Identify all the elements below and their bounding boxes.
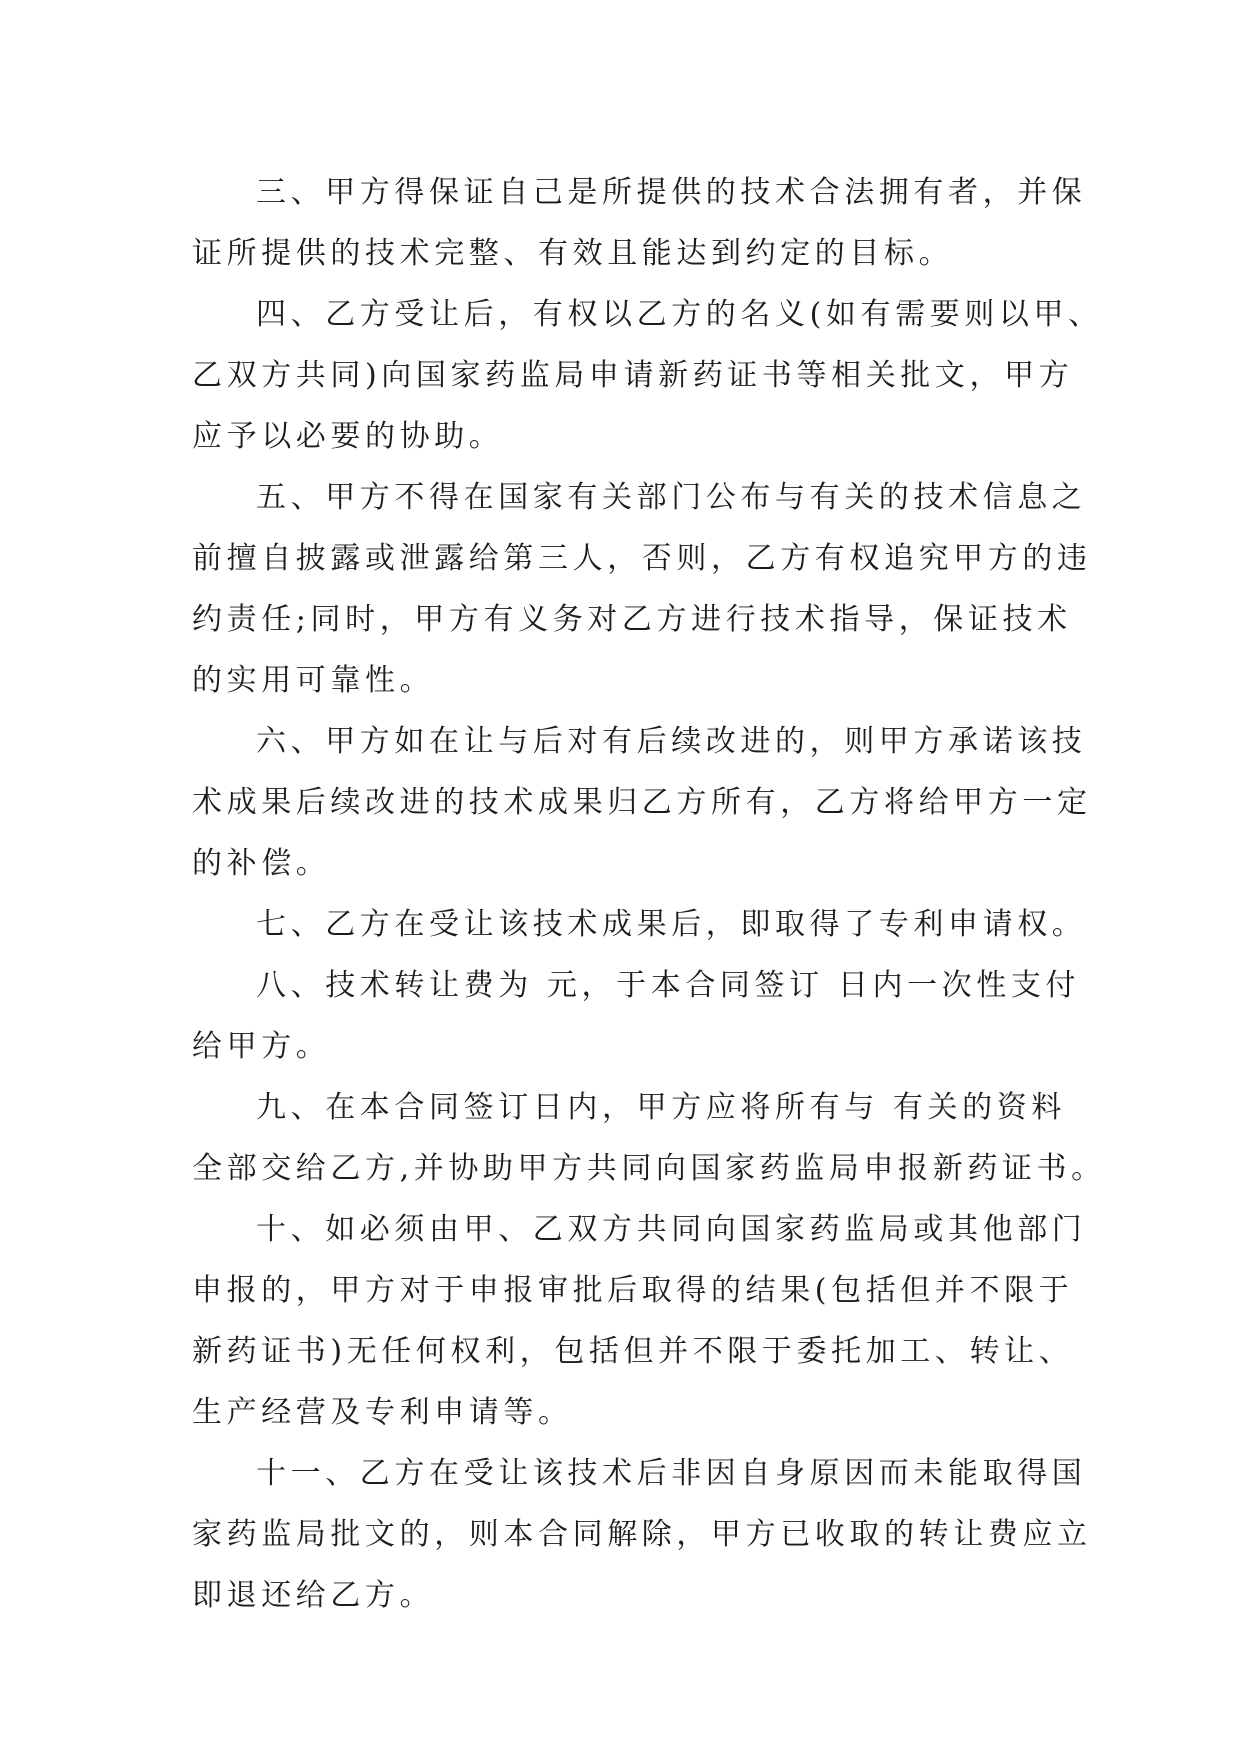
clause-3-paragraph <box>192 162 1092 284</box>
clause-10-paragraph <box>192 1199 1092 1443</box>
clause-9-paragraph <box>192 1077 1106 1199</box>
clause-10-line-4: 生产经营及专利申请等。 <box>192 1395 573 1430</box>
clause-3-line-2: 证所提供的技术完整、有效且能达到约定的目标。 <box>192 236 954 271</box>
document-body <box>192 162 1106 1626</box>
clause-5-line-2: 前擅自披露或泄露给第三人，否则，乙方有权追究甲方的违 <box>192 541 1092 576</box>
clause-11-line-1: 十一、乙方在受让该技术后非因自身原因而未能取得国 <box>256 1456 1087 1491</box>
clause-7-paragraph <box>192 894 1092 955</box>
clause-6-line-2: 术成果后续改进的技术成果归乙方所有，乙方将给甲方一定 <box>192 785 1092 820</box>
clause-9-line-1: 九、在本合同签订日内，甲方应将所有与 有关的资料 <box>256 1090 1066 1125</box>
clause-11-paragraph <box>192 1443 1092 1626</box>
clause-4-line-2: 乙双方共同)向国家药监局申请新药证书等相关批文，甲方 <box>192 358 1074 393</box>
clause-4-line-3: 应予以必要的协助。 <box>192 419 504 454</box>
clause-6-paragraph <box>192 711 1092 894</box>
clause-5-paragraph <box>192 467 1092 711</box>
clause-10-line-3: 新药证书)无任何权利，包括但并不限于委托加工、转让、 <box>192 1334 1074 1369</box>
clause-5-line-3: 约责任;同时，甲方有义务对乙方进行技术指导，保证技术 <box>192 602 1072 637</box>
clause-8-paragraph <box>192 955 1092 1077</box>
clause-9-line-2: 全部交给乙方,并协助甲方共同向国家药监局申报新药证书。 <box>192 1151 1106 1186</box>
clause-8-line-1: 八、技术转让费为 元，于本合同签订 日内一次性支付 <box>256 968 1081 1003</box>
clause-6-line-1: 六、甲方如在让与后对有后续改进的，则甲方承诺该技 <box>256 724 1087 759</box>
clause-3-line-1: 三、甲方得保证自己是所提供的技术合法拥有者，并保 <box>256 175 1087 210</box>
clause-11-line-3: 即退还给乙方。 <box>192 1578 435 1613</box>
clause-4-paragraph <box>192 284 1103 467</box>
clause-5-line-4: 的实用可靠性。 <box>192 663 435 698</box>
clause-5-line-1: 五、甲方不得在国家有关部门公布与有关的技术信息之 <box>256 480 1087 515</box>
clause-7-line-1: 七、乙方在受让该技术成果后，即取得了专利申请权。 <box>256 907 1087 942</box>
clause-4-line-1: 四、乙方受让后，有权以乙方的名义(如有需要则以甲、 <box>256 297 1103 332</box>
clause-8-line-2: 给甲方。 <box>192 1029 331 1064</box>
clause-10-line-2: 申报的，甲方对于申报审批后取得的结果(包括但并不限于 <box>192 1273 1074 1308</box>
clause-10-line-1: 十、如必须由甲、乙双方共同向国家药监局或其他部门 <box>256 1212 1087 1247</box>
clause-6-line-3: 的补偿。 <box>192 846 331 881</box>
clause-11-line-2: 家药监局批文的，则本合同解除，甲方已收取的转让费应立 <box>192 1517 1092 1552</box>
